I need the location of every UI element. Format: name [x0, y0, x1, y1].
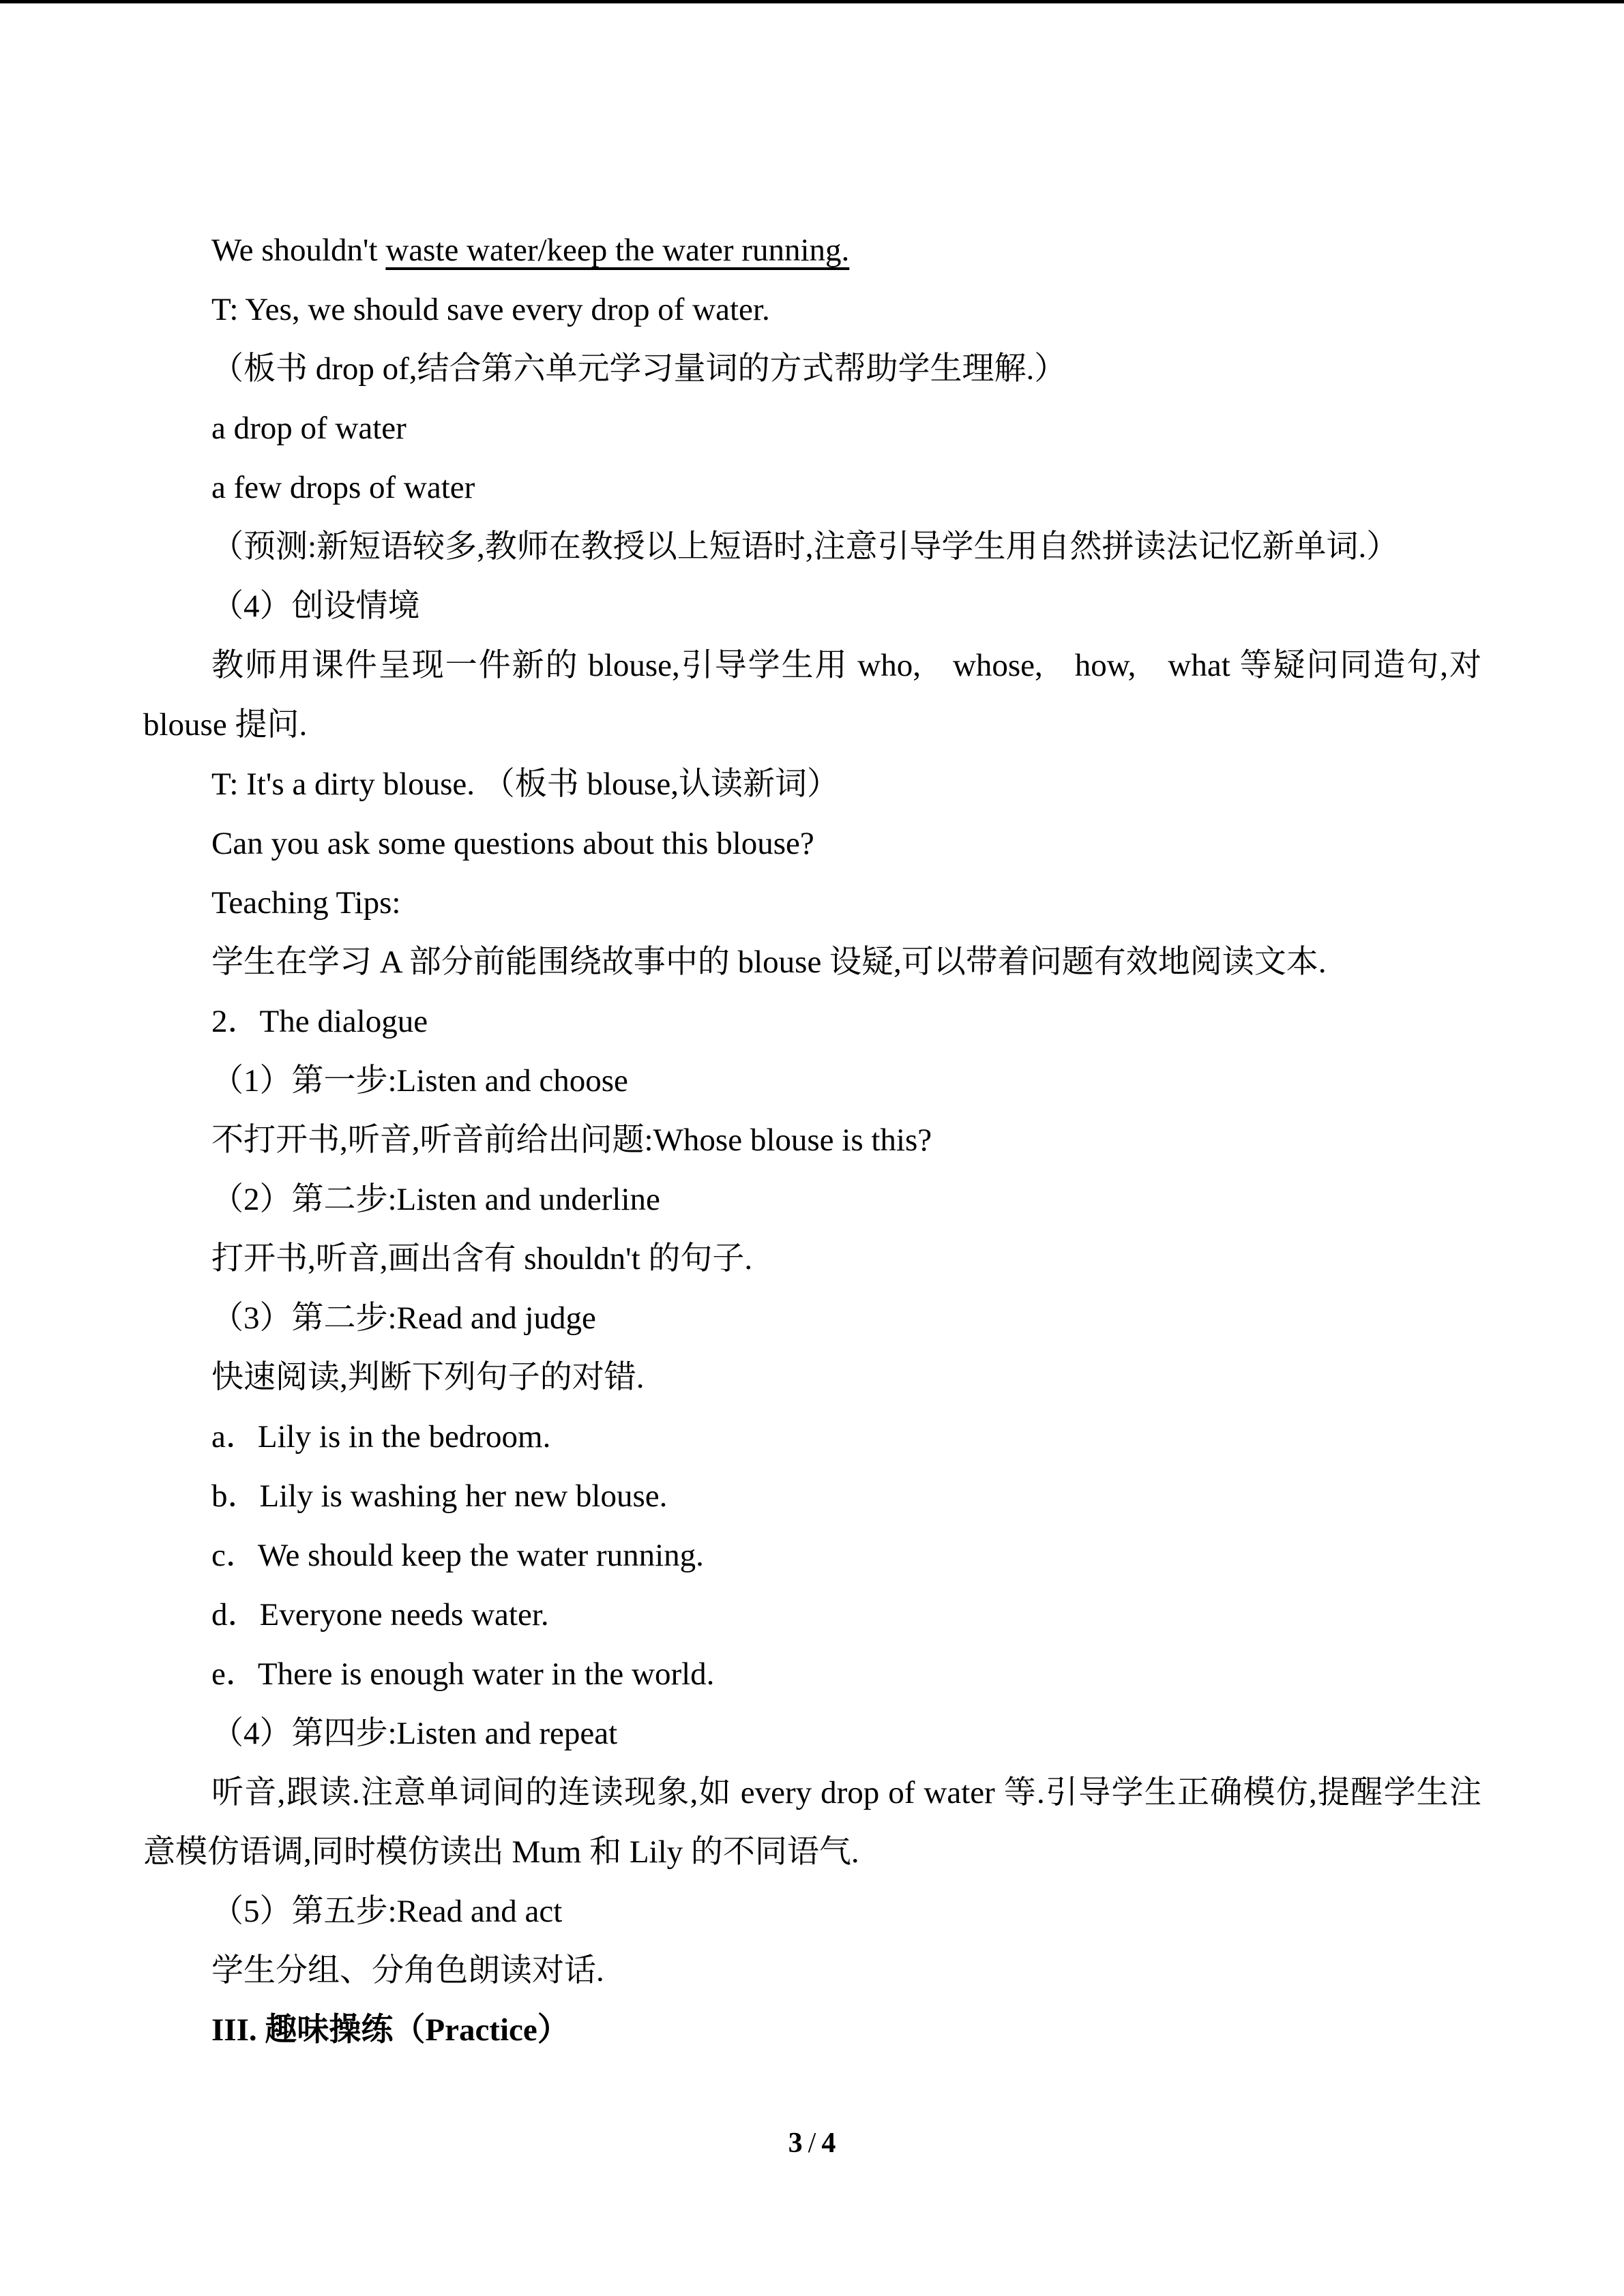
- step-3-read-and-judge: [143, 1289, 1481, 1348]
- text-segment: III. 趣味操练（Practice）: [211, 2012, 570, 2048]
- text-segment: a few drops of water: [211, 470, 475, 505]
- step-5-instructions: [143, 1941, 1481, 2001]
- item-2-the-dialogue: [143, 992, 1481, 1052]
- teaching-tips-body: [143, 933, 1481, 992]
- text-segment: e．There is enough water in the world.: [211, 1656, 715, 1692]
- text-segment: （板书 drop of,结合第六单元学习量词的方式帮助学生理解.）: [211, 351, 1067, 387]
- page-number-current: 3: [788, 2128, 803, 2159]
- text-segment: 快速阅读,判断下列句子的对错.: [211, 1360, 645, 1395]
- teacher-line-save-water: [143, 280, 1481, 340]
- text-segment: 打开书,听音,画出含有 shouldn't 的句子.: [211, 1241, 753, 1277]
- teaching-tips-heading: [143, 874, 1481, 933]
- step-4-instructions-line2: [143, 1823, 1481, 1882]
- text-segment: （2）第二步:Listen and underline: [211, 1182, 660, 1217]
- step-4-listen-and-repeat: [143, 1704, 1481, 1763]
- text-segment: T: Yes, we should save every drop of water.: [211, 292, 770, 327]
- judge-item-c: [143, 1526, 1481, 1585]
- text-segment: （预测:新短语较多,教师在教授以上短语时,注意引导学生用自然拼读法记忆新单词.）: [211, 529, 1399, 565]
- text-segment: 学生在学习 A 部分前能围绕故事中的 blouse 设疑,可以带着问题有效地阅读文本.: [211, 944, 1327, 980]
- text-segment: （4）第四步:Listen and repeat: [211, 1716, 618, 1751]
- para-courseware-line2: [143, 696, 1481, 755]
- text-segment: a．Lily is in the bedroom.: [211, 1419, 551, 1455]
- text-segment: b．Lily is washing her new blouse.: [211, 1478, 668, 1514]
- document-body: [143, 221, 1481, 2060]
- text-segment: （3）第二步:Read and judge: [211, 1300, 596, 1336]
- document-lines: [143, 221, 1481, 2060]
- text-segment: （1）第一步:Listen and choose: [211, 1063, 628, 1099]
- page-number-total: 4: [821, 2128, 836, 2159]
- text-segment: T: It's a dirty blouse. （板书 blouse,认读新词）: [211, 766, 839, 802]
- judge-item-d: [143, 1585, 1481, 1645]
- note-prediction: [143, 518, 1481, 577]
- teacher-line-dirty-blouse: [143, 755, 1481, 814]
- step-2-listen-and-underline: [143, 1170, 1481, 1229]
- judge-item-e: [143, 1645, 1481, 1704]
- judge-item-a: [143, 1407, 1481, 1467]
- phrase-a-drop-of-water: [143, 399, 1481, 458]
- step-4-instructions-line1: [143, 1763, 1481, 1823]
- para-courseware-line1: [143, 636, 1481, 696]
- step-4-create-situation: [143, 577, 1481, 636]
- step-5-read-and-act: [143, 1882, 1481, 1941]
- text-segment: （4）创设情境: [211, 588, 420, 624]
- text-segment: 2．The dialogue: [211, 1004, 428, 1039]
- page-footer: [0, 2126, 1624, 2160]
- step-1-listen-and-choose: [143, 1052, 1481, 1111]
- text-segment: Can you ask some questions about this blouse?: [211, 826, 814, 861]
- judge-item-b: [143, 1467, 1481, 1526]
- phrase-a-few-drops-of-water: [143, 458, 1481, 518]
- page-top-border: [0, 0, 1624, 3]
- question-can-you-ask: [143, 814, 1481, 874]
- step-1-instructions: [143, 1111, 1481, 1170]
- text-segment: 教师用课件呈现一件新的 blouse,引导学生用 who, whose, how, what 等疑问同造句,对: [211, 648, 1481, 683]
- step-3-instructions: [143, 1348, 1481, 1407]
- text-segment: 学生分组、分角色朗读对话.: [211, 1953, 604, 1988]
- text-segment: d．Everyone needs water.: [211, 1597, 549, 1632]
- text-segment: a drop of water: [211, 411, 407, 446]
- text-segment: c．We should keep the water running.: [211, 1538, 704, 1573]
- underlined-text: waste water/keep the water running.: [385, 233, 850, 268]
- text-segment: Teaching Tips:: [211, 885, 401, 921]
- note-board-drop-of: [143, 340, 1481, 399]
- text-segment: 听音,跟读.注意单词间的连读现象,如 every drop of water 等.引导学生正确模仿,提醒学生注: [211, 1775, 1481, 1810]
- text-segment: blouse 提问.: [143, 707, 308, 743]
- text-segment: 意模仿语调,同时模仿读出 Mum 和 Lily 的不同语气.: [143, 1834, 859, 1870]
- text-segment: We shouldn't: [211, 233, 386, 268]
- text-segment: 不打开书,听音,听音前给出问题:Whose blouse is this?: [211, 1122, 932, 1158]
- step-2-instructions: [143, 1229, 1481, 1289]
- sentence-we-shouldnt: [143, 221, 1481, 280]
- page-number-separator: /: [808, 2128, 816, 2159]
- section-3-practice-heading: [143, 2001, 1481, 2060]
- text-segment: （5）第五步:Read and act: [211, 1894, 563, 1929]
